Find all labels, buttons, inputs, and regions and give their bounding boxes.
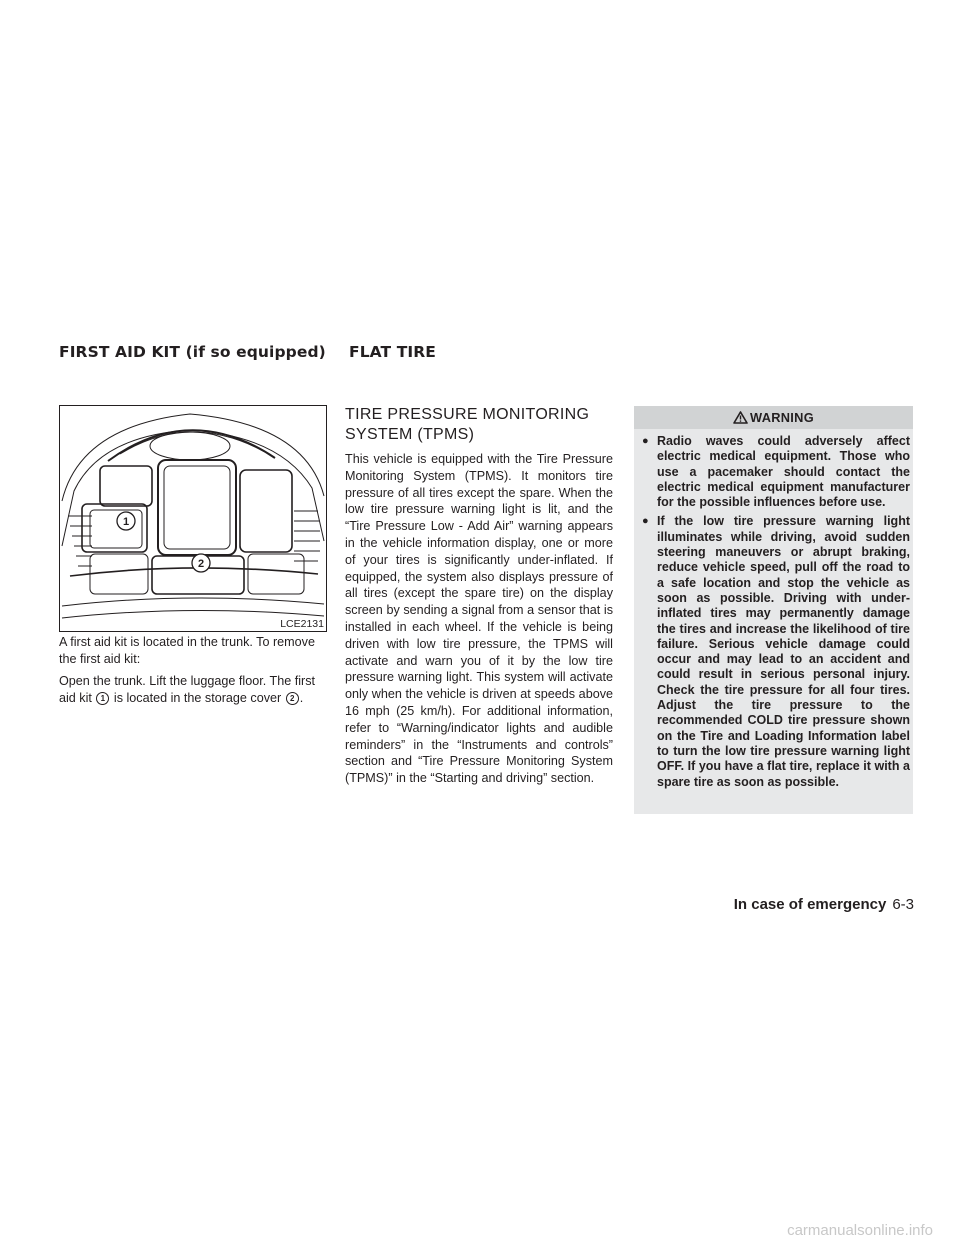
page-number: 6-3 [892,896,914,913]
first-aid-para-2 [59,673,327,707]
warning-item-2 [642,514,910,789]
callout-1: 1 [122,516,130,528]
first-aid-para-2-text-c: . [299,690,304,705]
warning-item-2-text: If the low tire pressure warning light illuminates while driving, avoid sudden steering maneuvers or abrupt braking, reduce vehicle speed, pull off the road to a safe location and stop the vehicle as soon as possible. Driving with under-inflated tires may permanently damage the tires and increase the likelihood of tire failure. Serious vehicle damage could occur and may lead to an accident and could result in serious personal injury. Check the tire pressure for all four tires. Adjust the tire pressure to the recommended COLD tire pressure shown on the Tire and Loading Information label to turn the low tire pressure warning light OFF. If you have a flat tire, replace it with a spare tire as soon as possible. [657,514,910,789]
number-2-badge: 2 [286,692,299,705]
bullet-icon: ● [642,515,649,528]
callout-2: 2 [197,558,205,570]
bullet-icon: ● [642,435,649,447]
trunk-drawing [60,406,326,631]
first-aid-para-2-text-b: is located in the storage cover [113,690,282,705]
warning-title-bar [634,406,913,429]
warning-triangle-icon [733,411,748,424]
tpms-body: This vehicle is equipped with the Tire Pressure Monitoring System (TPMS). It monitors tire pressure of all tires except the spare. When the low tire pressure warning light is lit, and the “Tire Pressure Low - Add Air” warning appears in the vehicle information display, one or more of your tires is significantly under-inflated. If equipped, the system also displays pressure of all tires (except the spare tire) on the display screen by sending a signal from a sensor that is installed in each wheel. If the vehicle is being driven with low tire pressure, the TPMS will activate and warn you of it by the low tire pressure warning light. This system will activate only when the vehicle is driven at speeds above 16 mph (25 km/h). For additional information, refer to “Warning/indicator lights and audible reminders” in the “Instruments and controls” section and “Tire Pressure Monitoring System (TPMS)” in the “Starting and driving” section. [345,452,613,786]
first-aid-para-2-text-a: Open the trunk. Lift the luggage floor. The first aid kit [59,674,315,705]
tpms-title-line-1: TIRE PRESSURE MONITORING [345,406,590,423]
warning-title: WARNING [750,410,814,425]
warning-list [642,434,910,794]
number-1-badge: 1 [96,692,109,705]
warning-box [634,406,913,814]
warning-item-1-text: Radio waves could adversely affect electric medical equipment. Those who use a pacemaker should contact the electric medical equipment manufacturer for the possible influences before use. [657,434,910,510]
tpms-title-line-2: SYSTEM (TPMS) [345,426,475,443]
page-footer [734,896,914,913]
section-heading-flat-tire: FLAT TIRE [349,343,436,361]
first-aid-para-1: A first aid kit is located in the trunk. To remove the first aid kit: [59,635,315,666]
warning-item-1 [642,434,910,510]
figure-code: LCE2131 [280,618,324,630]
section-heading-first-aid-kit: FIRST AID KIT (if so equipped) [59,343,326,361]
watermark: carmanualsonline.info [787,1222,933,1239]
trunk-illustration [59,405,327,632]
chapter-title: In case of emergency [733,896,887,913]
tpms-subheading [345,405,615,445]
